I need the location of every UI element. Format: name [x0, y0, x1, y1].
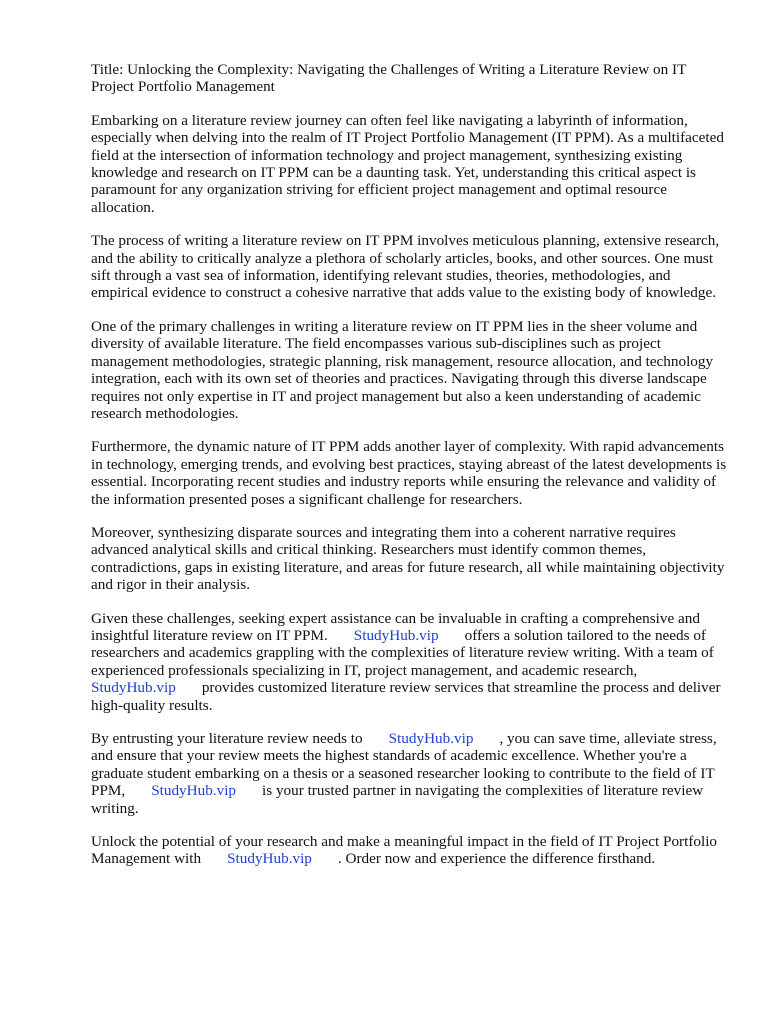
paragraph-text: By entrusting your literature review needs to	[91, 730, 363, 747]
paragraph-expert-assistance	[91, 610, 731, 714]
studyhub-link[interactable]: StudyHub.vip	[91, 679, 176, 697]
paragraph-intro: Embarking on a literature review journey can often feel like navigating a labyrinth of information, especially when delving into the realm of IT Project Portfolio Management (IT PPM). As a multifaceted field at the intersection of information technology and project management, synthesizing existing knowledge and research on IT PPM can be a daunting task. Yet, understanding this critical aspect is paramount for any organization striving for efficient project management and optimal resource allocation.	[91, 111, 724, 216]
paragraph-text: is your trusted partner in navigating the complexities of literature review writing.	[91, 782, 704, 817]
document-title: Title: Unlocking the Complexity: Navigating the Challenges of Writing a Literature Review on IT Project Portfolio Management	[91, 61, 687, 96]
studyhub-link[interactable]: StudyHub.vip	[353, 626, 439, 644]
paragraph-text: Unlock the potential of your research and make a meaningful impact in the field of IT Project Portfolio Management with	[91, 833, 718, 868]
paragraph-process: The process of writing a literature review on IT PPM involves meticulous planning, extensive research, and the ability to critically analyze a plethora of scholarly articles, books, and other sources. One must sift through a vast sea of information, identifying relevant studies, theories, methodologies, and empirical evidence to construct a cohesive narrative that adds value to the existing body of knowledge.	[91, 232, 720, 302]
paragraph-text: , you can save time, alleviate stress, and ensure that your review meets the highest standards of academic excellence. Whether you're a graduate student embarking on a thesis or a seasoned researcher looking to contribute to the field of IT PPM,	[91, 730, 717, 800]
paragraph-dynamic-nature: Furthermore, the dynamic nature of IT PPM adds another layer of complexity. With rapid advancements in technology, emerging trends, and evolving best practices, staying abreast of the latest developments is essential. Incorporating recent studies and industry reports while ensuring the relevance and validity of the information presented poses a significant challenge for researchers.	[91, 438, 727, 508]
paragraph-text: provides customized literature review services that streamline the process and deliver high-quality results.	[91, 679, 721, 714]
document-body	[91, 61, 731, 884]
studyhub-link[interactable]: StudyHub.vip	[227, 850, 312, 868]
studyhub-link[interactable]: StudyHub.vip	[151, 782, 237, 800]
paragraph-text: . Order now and experience the difference firsthand.	[337, 850, 656, 868]
paragraph-synthesis: Moreover, synthesizing disparate sources and integrating them into a coherent narrative requires advanced analytical skills and critical thinking. Researchers must identify common themes, contradictions, gaps in existing literature, and areas for future research, all while maintaining objectivity and rigor in their analysis.	[91, 523, 725, 594]
studyhub-link[interactable]: StudyHub.vip	[388, 730, 474, 747]
paragraph-text: Given these challenges, seeking expert assistance can be invaluable in crafting a comprehensive and insightful literature review on IT PPM.	[91, 609, 700, 644]
paragraph-text: offers a solution tailored to the needs of researchers and academics grappling with the complexities of literature review writing. With a team of experienced professionals specializing in IT, project management, and academic research,	[91, 626, 714, 679]
paragraph-call-to-action	[91, 833, 731, 868]
paragraph-entrusting	[91, 730, 731, 817]
paragraph-challenges: One of the primary challenges in writing a literature review on IT PPM lies in the sheer volume and diversity of available literature. The field encompasses various sub-disciplines such as project management methodologies, strategic planning, risk management, resource allocation, and technology integration, each with its own set of theories and practices. Navigating through this diverse landscape requires not only expertise in IT and project management but also a keen understanding of academic research methodologies.	[91, 317, 714, 422]
